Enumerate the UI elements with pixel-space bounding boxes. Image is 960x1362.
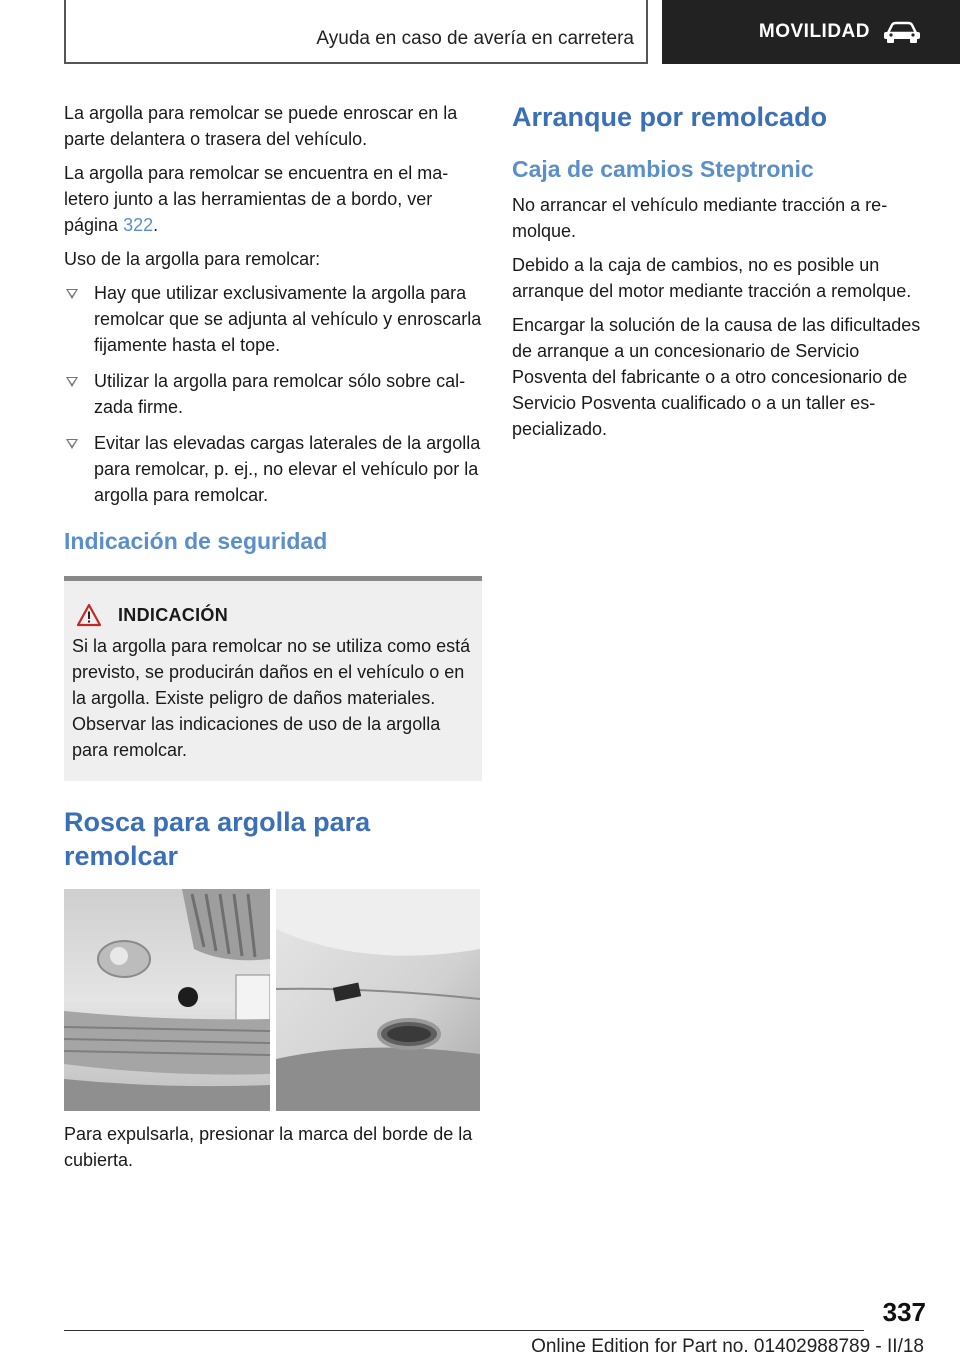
left-column (64, 100, 482, 1181)
list-item-text: Utilizar la argolla para remolcar sólo sobre calzada firme. (94, 371, 466, 417)
list-item (64, 430, 482, 508)
bullet-triangle-icon (66, 377, 78, 387)
notice-box (64, 576, 482, 781)
thread-heading: Rosca para argolla para remolcar (64, 807, 371, 871)
sub-heading: Caja de cambios Steptronic (512, 156, 814, 182)
safety-heading: Indicación de seguridad (64, 528, 328, 554)
paragraph: No arrancar el vehículo mediante tracción a remolque. (512, 195, 888, 241)
section-title: Ayuda en caso de avería en carretera (316, 28, 634, 49)
figure-caption: Para expulsarla, presionar la marca del borde de la cubierta. (64, 1124, 473, 1170)
footer-divider (64, 1330, 864, 1331)
paragraph-text: . (153, 215, 159, 235)
paragraph-with-link (64, 160, 482, 238)
bullet-triangle-icon (66, 289, 78, 299)
car-icon (882, 20, 922, 44)
warning-icon (76, 603, 102, 627)
list-item-text: Evitar las elevadas cargas laterales de la argolla para remolcar, p. ej., no elevar el vehículo por la argolla para remolcar. (94, 433, 481, 505)
list-item-text: Hay que utilizar exclusivamente la argolla para remolcar que se adjunta al vehículo y enroscarla fijamente hasta el tope. (94, 283, 482, 355)
paragraph: Encargar la solución de la causa de las dificultades de arranque a un concesionario de Servicio Posventa del fabricante o a otro concesionario de Servicio Posventa cualificado o a un taller especializado. (512, 315, 921, 439)
notice-header (72, 603, 474, 627)
main-heading: Arranque por remolcado (512, 102, 828, 132)
notice-title: INDICACIÓN (118, 604, 228, 625)
bullet-list (64, 280, 482, 508)
paragraph-text: La argolla para remolcar se encuentra en el maletero junto a las herramientas de a bordo, ver página (64, 163, 449, 235)
bumper-illustration (64, 889, 480, 1111)
paragraph: Debido a la caja de cambios, no es posible un arranque del motor mediante tracción a remolque. (512, 255, 912, 301)
header-section-box (64, 0, 648, 64)
page-link[interactable]: 322 (123, 215, 154, 235)
notice-text: Si la argolla para remolcar no se utiliza como está previsto, se producirán daños en el vehículo o en la argolla. Existe peligro de daños materiales. Observar las indicaciones de uso de la argolla para remolcar. (72, 636, 471, 760)
list-item (64, 368, 482, 420)
chapter-tab[interactable] (662, 0, 960, 64)
chapter-label: MOVILIDAD (758, 21, 870, 42)
list-item (64, 280, 482, 358)
edition-note: Online Edition for Part no. 01402988789 - II/18 (531, 1336, 924, 1357)
right-column (512, 100, 922, 450)
paragraph: Uso de la argolla para remolcar: (64, 249, 321, 269)
paragraph: La argolla para remolcar se puede enroscar en la parte delantera o trasera del vehículo. (64, 103, 458, 149)
page-number: 337 (882, 1297, 926, 1327)
bullet-triangle-icon (66, 439, 78, 449)
